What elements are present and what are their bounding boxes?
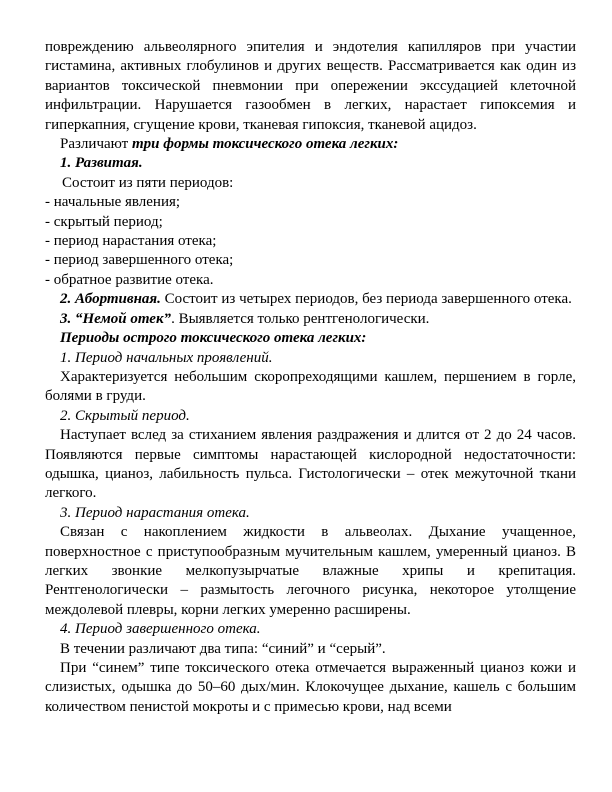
period4-title: 4. Период завершенного отека. bbox=[60, 621, 261, 638]
period3-description: Связан с накоплением жидкости в альвеолах. Дыхание учащенное, поверхностное с приступообразным мучительным кашлем, умеренный цианоз. В легких звонкие мелкопузырчатые влажные хрипы и крепитация. Рентгенологически – размытость легочного рисунка, некоторое утолщение междолевой плевры, корни легких умеренно расширены. bbox=[45, 524, 576, 618]
period4-types: В течении различают два типа: “синий” и “серый”. bbox=[60, 640, 386, 657]
period2-description: Наступает вслед за стиханием явления раздражения и длится от 2 до 24 часов. Появляются первые симптомы нарастающей кислородной недостаточности: одышка, цианоз, лабильность пульса. Гистологически – отек межуточной ткани легкого. bbox=[45, 427, 576, 502]
form2-description: Состоит из четырех периодов, без периода завершенного отека. bbox=[160, 291, 572, 308]
period4-description: При “синем” типе токсического отека отмечается выраженный цианоз кожи и слизистых, одышка до 50–60 дых/мин. Клокочущее дыхание, кашель с большим количеством пенистой мокроты и с примесью крови, над всеми bbox=[45, 660, 576, 715]
forms-lead: Различают bbox=[60, 136, 132, 153]
period3-title: 3. Период нарастания отека. bbox=[60, 504, 250, 521]
period1-title: 1. Период начальных проявлений. bbox=[60, 349, 273, 366]
forms-heading: три формы токсического отека легких: bbox=[131, 136, 399, 153]
form1-title: 1. Развитая. bbox=[60, 155, 143, 172]
form1-item: - период нарастания отека; bbox=[45, 233, 217, 250]
period2-title: 2. Скрытый период. bbox=[60, 407, 190, 424]
form3-paragraph bbox=[45, 310, 576, 329]
document-page bbox=[45, 38, 576, 717]
period1-description: Характеризуется небольшим скоропреходящими кашлем, першением в горле, болями в груди. bbox=[45, 368, 576, 405]
form2-title: 2. Абортивная. bbox=[60, 291, 161, 308]
form3-title: 3. “Немой отек” bbox=[60, 310, 172, 327]
intro-paragraph: повреждению альвеолярного эпителия и эндотелия капилляров при участии гистамина, активных глобулинов и других веществ. Рассматривается как один из вариантов токсической пневмонии при опережении экссудацией клеточной инфильтрации. Нарушается газообмен в легких, нарастает гипоксемия и гиперкапния, сгущение крови, тканевая гипоксия, тканевой ацидоз. bbox=[45, 39, 576, 133]
form1-description: Состоит из пяти периодов: bbox=[62, 174, 234, 191]
form1-item: - скрытый период; bbox=[45, 213, 163, 230]
form1-heading bbox=[45, 154, 576, 173]
periods-heading: Периоды острого токсического отека легких: bbox=[60, 330, 367, 347]
form1-item: - начальные явления; bbox=[45, 194, 181, 211]
form2-paragraph bbox=[45, 290, 576, 309]
form1-item: - обратное развитие отека. bbox=[45, 271, 214, 288]
form1-item: - период завершенного отека; bbox=[45, 252, 234, 269]
form3-description: . Выявляется только рентгенологически. bbox=[171, 310, 430, 327]
forms-paragraph bbox=[45, 135, 576, 154]
